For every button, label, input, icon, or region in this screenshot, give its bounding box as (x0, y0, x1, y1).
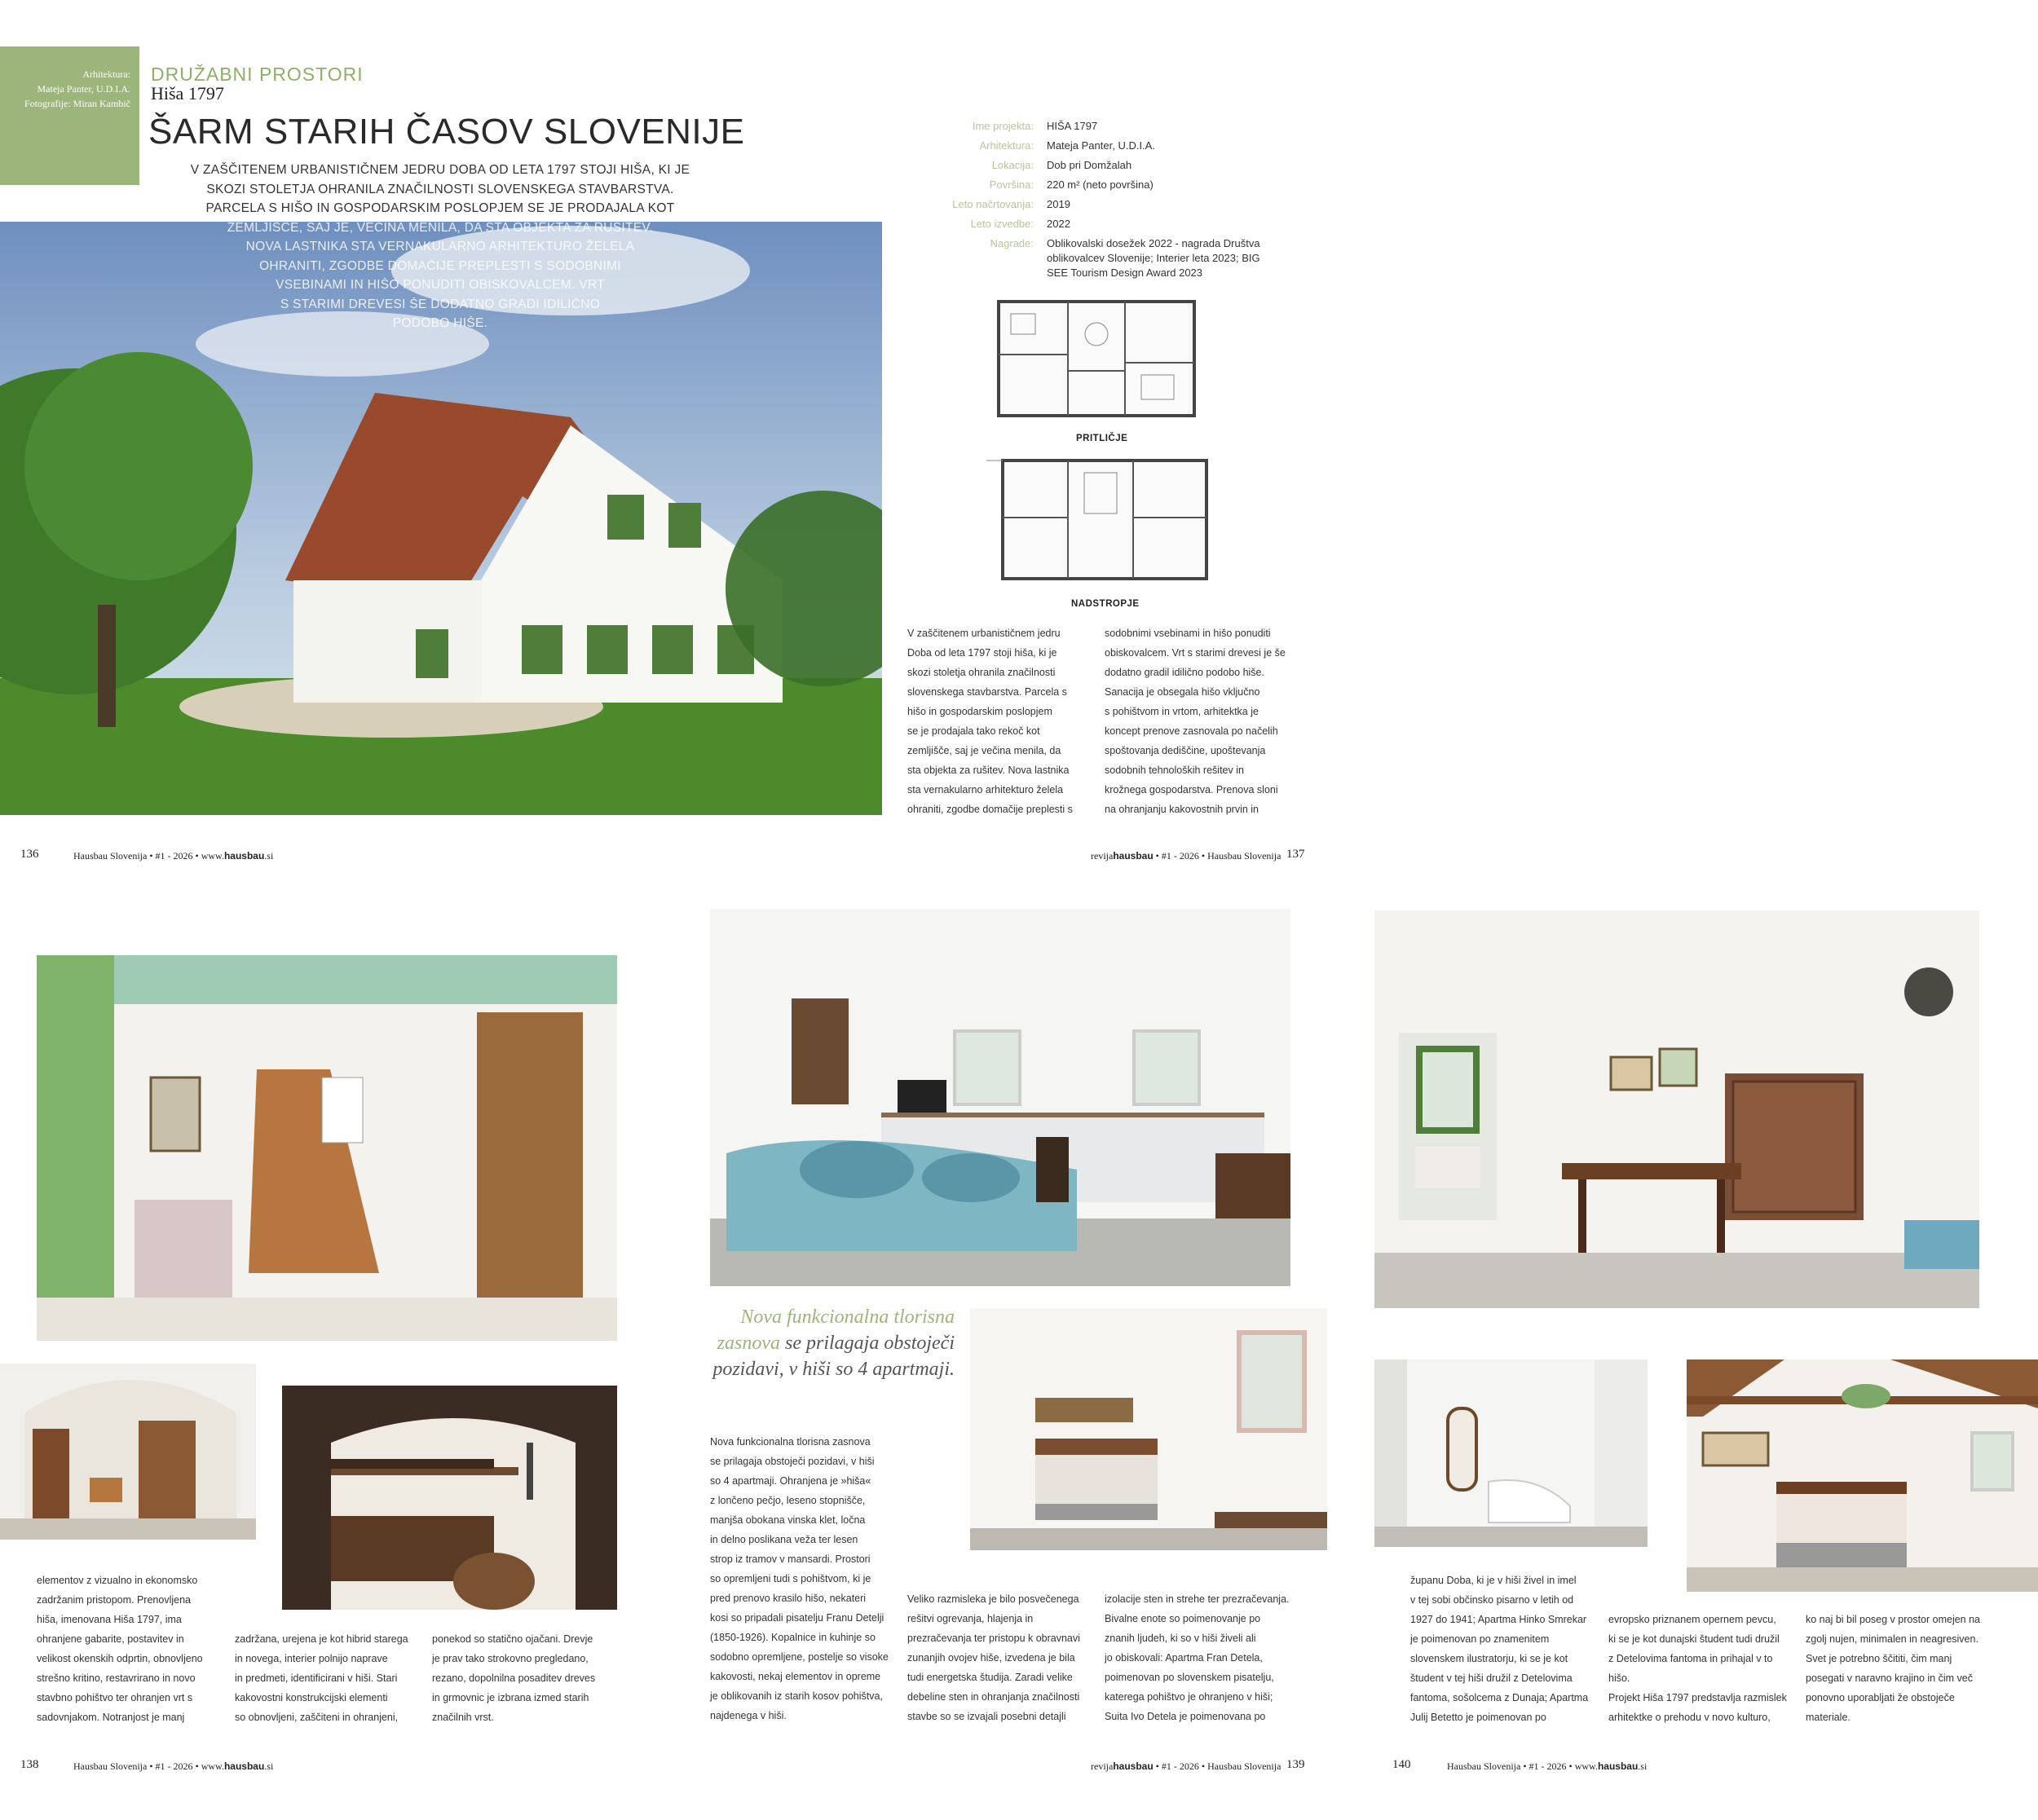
info-value: HIŠA 1797 (1047, 120, 1098, 132)
text-line: Suita Ivo Detela je poimenovana po (1105, 1711, 1266, 1722)
page-number: 136 (20, 848, 39, 861)
text-line: krožnega gospodarstva. Prenova sloni (1105, 784, 1278, 795)
info-row (897, 214, 1283, 234)
text-line: Hausbau Slovenija (73, 850, 148, 862)
text-line: sodobnimi vsebinami in hišo ponuditi (1105, 628, 1271, 639)
text-line: in grmovnic je izbrana izmed starih (432, 1692, 589, 1703)
text-line: Hausbau Slovenija (1207, 850, 1281, 862)
lead-line: SKOZI STOLETJA OHRANILA ZNAČILNOSTI SLOVENSKEGA STAVBARSTVA. (206, 182, 674, 196)
text-line: pred prenovo krasilo hišo, nekateri (710, 1593, 867, 1604)
info-row (897, 117, 1283, 136)
text-line: .si (1638, 1761, 1648, 1772)
hallway-stairs-photo (37, 955, 617, 1341)
article-subtitle: Hiša 1797 (151, 83, 224, 104)
text-line: poimenovan po slovenskem pisatelju, (1105, 1672, 1274, 1683)
wine-cellar-photo (282, 1386, 617, 1610)
info-key: Lokacija: (991, 159, 1034, 171)
text-line: • #1 - 2026 • (1153, 1761, 1208, 1772)
text-line: evropsko priznanem opernem pevcu, (1608, 1614, 1776, 1625)
text-line: katerega pohištvo je ohranjeno v hiši; (1105, 1691, 1273, 1703)
text-line: Projekt Hiša 1797 predstavlja razmislek (1608, 1692, 1787, 1703)
text-line: Julij Betetto je poimenovan po (1410, 1712, 1546, 1723)
text-line: z lončeno pečjo, leseno stopnišče, (710, 1495, 866, 1506)
text-line: .si (264, 850, 274, 862)
text-line: zadržanim pristopom. Prenovljena (37, 1594, 191, 1606)
text-line: je poimenovan po znamenitem (1410, 1633, 1550, 1645)
text-line: • #1 - 2026 • www. (1520, 1761, 1598, 1772)
text-line: koncept prenove zasnovala po načelih (1105, 725, 1278, 737)
text-line: dodatno gradil idilično podobo hiše. (1105, 667, 1264, 678)
text-line: V zaščitenem urbanističnem jedru (907, 628, 1061, 639)
info-row (897, 156, 1283, 175)
text-line: ki se je kot dunajski študent tudi družil (1608, 1633, 1780, 1645)
page-footer (1447, 1761, 1647, 1773)
text-line: Doba od leta 1797 stoji hiša, ki je (907, 647, 1057, 659)
quote-highlight: zasnova (717, 1333, 781, 1354)
page-footer (73, 850, 273, 862)
text-line: z Detelovima fantoma in prihajal v to (1608, 1653, 1773, 1664)
text-line: na ohranjanju kakovostnih prvin in (1105, 804, 1259, 815)
text-line: značilnih vrst. (432, 1712, 494, 1723)
info-value: 220 m² (neto površina) (1047, 178, 1154, 191)
article-title: ŠARM STARIH ČASOV SLOVENIJE (148, 112, 745, 152)
text-line: zemljišče, saj je večina menila, da (907, 745, 1061, 756)
lead-line: PARCELA S HIŠO IN GOSPODARSKIM POSLOPJEM SE JE PRODAJALA KOT (205, 201, 675, 215)
text-line: obiskovalcem. Vrt s starimi drevesi je še (1105, 647, 1286, 659)
lead-line: ZEMLJIŠČE, SAJ JE, VEČINA MENILA, DA STA OBJEKTA ZA RUŠITEV. (227, 220, 654, 235)
text-line: so opremljeni tudi s pohištvom, ki je (710, 1573, 871, 1584)
project-info-table (897, 117, 1283, 280)
body-column (907, 1589, 1103, 1726)
body-column (710, 1432, 914, 1725)
text-line: hausbau (1113, 850, 1154, 862)
text-line: sodobno opremljene, postelje so visoke (710, 1651, 889, 1663)
body-column (1105, 1589, 1308, 1726)
credit-architecture-label: Arhitektura: (82, 68, 130, 80)
body-column (1806, 1610, 2018, 1727)
text-line: kakovosti, nekaj elementov in opreme (710, 1671, 881, 1682)
text-line: kosi so pripadali pisatelju Franu Detelji (710, 1612, 884, 1624)
text-line: kakovostni konstrukcijski elementi (235, 1692, 388, 1703)
text-line: slovenskem ilustratorju, ki se je kot (1410, 1653, 1568, 1664)
text-line: velikost okenskih odprtin, obnovljeno (37, 1653, 203, 1664)
text-line: debeline sten in ohranjanja značilnosti (907, 1691, 1080, 1703)
text-line: rezano, dopolnilna posaditev dreves (432, 1672, 596, 1684)
page-number: 138 (20, 1758, 39, 1771)
text-line: Veliko razmisleka je bilo posvečenega (907, 1593, 1079, 1605)
text-line: elementov z vizualno in ekonomsko (37, 1575, 198, 1586)
bedroom-photo (970, 1308, 1327, 1550)
plan-label-ground: PRITLIČJE (1076, 434, 1128, 443)
lead-line: V ZAŠČITENEM URBANISTIČNEM JEDRU DOBA OD LETA 1797 STOJI HIŠA, KI JE (190, 163, 690, 177)
text-line: so obnovljeni, zaščiteni in ohranjeni, (235, 1712, 399, 1723)
text-line: Nova funkcionalna tlorisna zasnova (710, 1436, 871, 1448)
body-column (432, 1629, 628, 1727)
text-line: (1850-1926). Kopalnice in kuhinje so (710, 1632, 876, 1643)
text-line: stavbe so se izvajali posebni detajli (907, 1711, 1066, 1722)
ground-floor-plan (995, 297, 1198, 420)
info-row (897, 195, 1283, 214)
text-line: spoštovanja dediščine, upoštevanja (1105, 745, 1266, 756)
text-line: manjša obokana vinska klet, ločna (710, 1514, 866, 1526)
text-line: in delno poslikana veža ter lesen (710, 1534, 858, 1545)
page-number: 140 (1392, 1758, 1411, 1771)
text-line: • #1 - 2026 • (1153, 850, 1208, 862)
text-line: znanih ljudeh, ki so v hiši živeli ali (1105, 1633, 1256, 1644)
info-key: Arhitektura: (979, 139, 1034, 152)
info-row (897, 234, 1283, 280)
lead-line: OHRANITI, ZGODBE DOMAČIJE PREPLESTI S SODOBNIMI (259, 258, 621, 273)
entry-room-photo (0, 1364, 256, 1540)
text-line: se prilagaja obstoječi pozidavi, v hiši (710, 1456, 875, 1467)
info-value: 2022 (1047, 218, 1070, 230)
text-line: in predmeti, identificirani v hiši. Stari (235, 1672, 398, 1684)
text-line: je prav tako strokovno pregledano, (432, 1653, 589, 1664)
lead-line: NOVA LASTNIKA STA VERNAKULARNO ARHITEKTURO ŽELELA (245, 240, 635, 253)
text-line: tudi energetska študija. Zaradi velike (907, 1672, 1073, 1683)
lead-line: S STARIMI DREVESI ŠE DODATNO GRADI IDILIČNO (280, 297, 601, 311)
body-column (1105, 624, 1300, 819)
text-line: skozi stoletja ohranila značilnosti (907, 667, 1056, 678)
text-line: hausbau (223, 1761, 265, 1772)
text-line: sta objekta za rušitev. Nova lastnika (907, 765, 1070, 776)
info-value: 2019 (1047, 198, 1070, 210)
text-line: Svet je potrebno ščititi, čim manj (1806, 1653, 1952, 1664)
text-line: hausbau (1113, 1761, 1154, 1772)
text-line: hišo. (1608, 1672, 1630, 1684)
lead-line: PODOBO HIŠE. (392, 316, 488, 330)
text-line: Bivalne enote so poimenovanje po (1105, 1613, 1261, 1624)
text-line: sodobnih tehnoloških rešitev in (1105, 765, 1244, 776)
text-line: jo obiskovali: Apartma Fran Detela, (1105, 1652, 1263, 1664)
text-line: izolacije sten in strehe ter prezračevanja. (1105, 1593, 1290, 1605)
info-value: Dob pri Domžalah (1047, 159, 1132, 171)
quote-highlight: Nova funkcionalna tlorisna (740, 1307, 955, 1328)
text-line: ohraniti, zgodbe domačije preplesti s (907, 804, 1073, 815)
body-column (1608, 1610, 1804, 1727)
credit-photographer: Fotografije: Miran Kambič (24, 98, 130, 109)
info-key: Ime projekta: (972, 120, 1034, 132)
text-line: zadržana, urejena je kot hibrid starega (235, 1633, 408, 1645)
text-line: revija (1091, 1761, 1114, 1772)
text-line: županu Doba, ki je v hiši živel in imel (1410, 1575, 1577, 1586)
credit-architect: Mateja Panter, U.D.I.A. (37, 83, 130, 95)
page-footer (1091, 1761, 1281, 1773)
info-key: Leto načrtovanja: (952, 198, 1034, 210)
info-row (897, 175, 1283, 195)
text-line: hišo in gospodarskim poslopjem (907, 706, 1052, 717)
info-value: Mateja Panter, U.D.I.A. (1047, 139, 1155, 152)
text-line: ponovno uporabljati že obstoječe (1806, 1692, 1955, 1703)
pull-quote (710, 1304, 955, 1382)
info-key: Nagrade: (990, 237, 1034, 249)
text-line: posegati v naravno krajino in čim več (1806, 1672, 1973, 1684)
text-line: ponekod so statično ojačani. Drevje (432, 1633, 593, 1645)
page-footer (1091, 850, 1281, 862)
text-line: Sanacija je obsegala hišo vključno (1105, 686, 1260, 698)
quote-text: pozidavi, v hiši so 4 apartmaji. (712, 1359, 955, 1380)
text-line: hausbau (1597, 1761, 1639, 1772)
page-number: 139 (1286, 1758, 1305, 1771)
text-line: slovenskega stavbarstva. Parcela s (907, 686, 1067, 698)
text-line: Hausbau Slovenija (73, 1761, 148, 1772)
text-line: rešitvi ogrevanja, hlajenja in (907, 1613, 1034, 1624)
text-line: v tej sobi občinsko pisarno v letih od (1410, 1594, 1574, 1606)
text-line: so 4 apartmaji. Ohranjena je »hiša« (710, 1475, 871, 1487)
text-line: sadovnjakom. Notranjost je manj (37, 1712, 185, 1723)
text-line: zgolj nujen, minimalen in neagresiven. (1806, 1633, 1978, 1645)
info-key: Leto izvedbe: (970, 218, 1034, 230)
text-line: stavbno pohištvo ter ohranjen vrt s (37, 1692, 193, 1703)
plan-label-upper: NADSTROPJE (1071, 599, 1140, 609)
text-line: Hausbau Slovenija (1447, 1761, 1521, 1772)
section-label: DRUŽABNI PROSTORI (151, 64, 364, 85)
body-column (907, 624, 1095, 819)
text-line: zunanjih ovojev hiše, izvedena je bila (907, 1652, 1075, 1664)
text-line: sta vernakularno arhitekturo želela (907, 784, 1064, 795)
quote-text: se prilagaja obstoječi (780, 1333, 955, 1354)
text-line: prezračevanja ter pristopu k obravnavi (907, 1633, 1080, 1644)
info-value: Oblikovalski dosežek 2022 - nagrada Društva oblikovalcev Slovenije; Interier leta 2023; BIG SEE Tourism Design Award 2023 (1047, 237, 1260, 279)
dining-room-photo (1374, 910, 1979, 1308)
text-line: • #1 - 2026 • www. (147, 1761, 224, 1772)
text-line: .si (264, 1761, 274, 1772)
text-line: Hausbau Slovenija (1207, 1761, 1281, 1772)
living-kitchen-photo (710, 909, 1290, 1286)
page-number: 137 (1286, 848, 1305, 861)
text-line: strop iz tramov v mansardi. Prostori (710, 1553, 871, 1565)
credits (0, 67, 130, 111)
attic-bedroom-photo (1687, 1359, 2038, 1592)
text-line: ohranjene gabarite, postavitev in (37, 1633, 184, 1645)
text-line: revija (1091, 850, 1114, 862)
text-line: hiša, imenovana Hiša 1797, ima (37, 1614, 182, 1625)
text-line: najdenega v hiši. (710, 1710, 787, 1721)
body-column (37, 1571, 224, 1727)
text-line: ko naj bi bil poseg v prostor omejen na (1806, 1614, 1981, 1625)
text-line: s pohištvom in vrtom, arhitektka je (1105, 706, 1259, 717)
bathroom-photo (1374, 1359, 1648, 1547)
text-line: se je prodajala tako rekoč kot (907, 725, 1040, 737)
text-line: arhitektke o prehodu v novo kulturo, (1608, 1712, 1771, 1723)
text-line: 1927 do 1941; Apartma Hinko Smrekar (1410, 1614, 1587, 1625)
body-column (1410, 1571, 1614, 1727)
text-line: • #1 - 2026 • www. (147, 850, 224, 862)
text-line: in novega, interier polnijo naprave (235, 1653, 388, 1664)
page-footer (73, 1761, 273, 1773)
upper-floor-plan (986, 456, 1231, 583)
info-key: Površina: (989, 178, 1034, 191)
text-line: študent v tej hiši družil z Detelovima (1410, 1672, 1573, 1684)
text-line: je oblikovanih iz starih kosov pohištva, (710, 1690, 883, 1702)
body-column (235, 1629, 430, 1727)
lead-line: VSEBINAMI IN HIŠO PONUDITI OBISKOVALCEM. VRT (276, 278, 605, 292)
text-line: strešno kritino, restavrirano in novo (37, 1672, 196, 1684)
text-line: materiale. (1806, 1712, 1851, 1723)
text-line: fantoma, sošolcema z Dunaja; Apartma (1410, 1692, 1589, 1703)
text-line: hausbau (223, 850, 265, 862)
info-row (897, 136, 1283, 156)
lead-paragraph (147, 161, 734, 333)
